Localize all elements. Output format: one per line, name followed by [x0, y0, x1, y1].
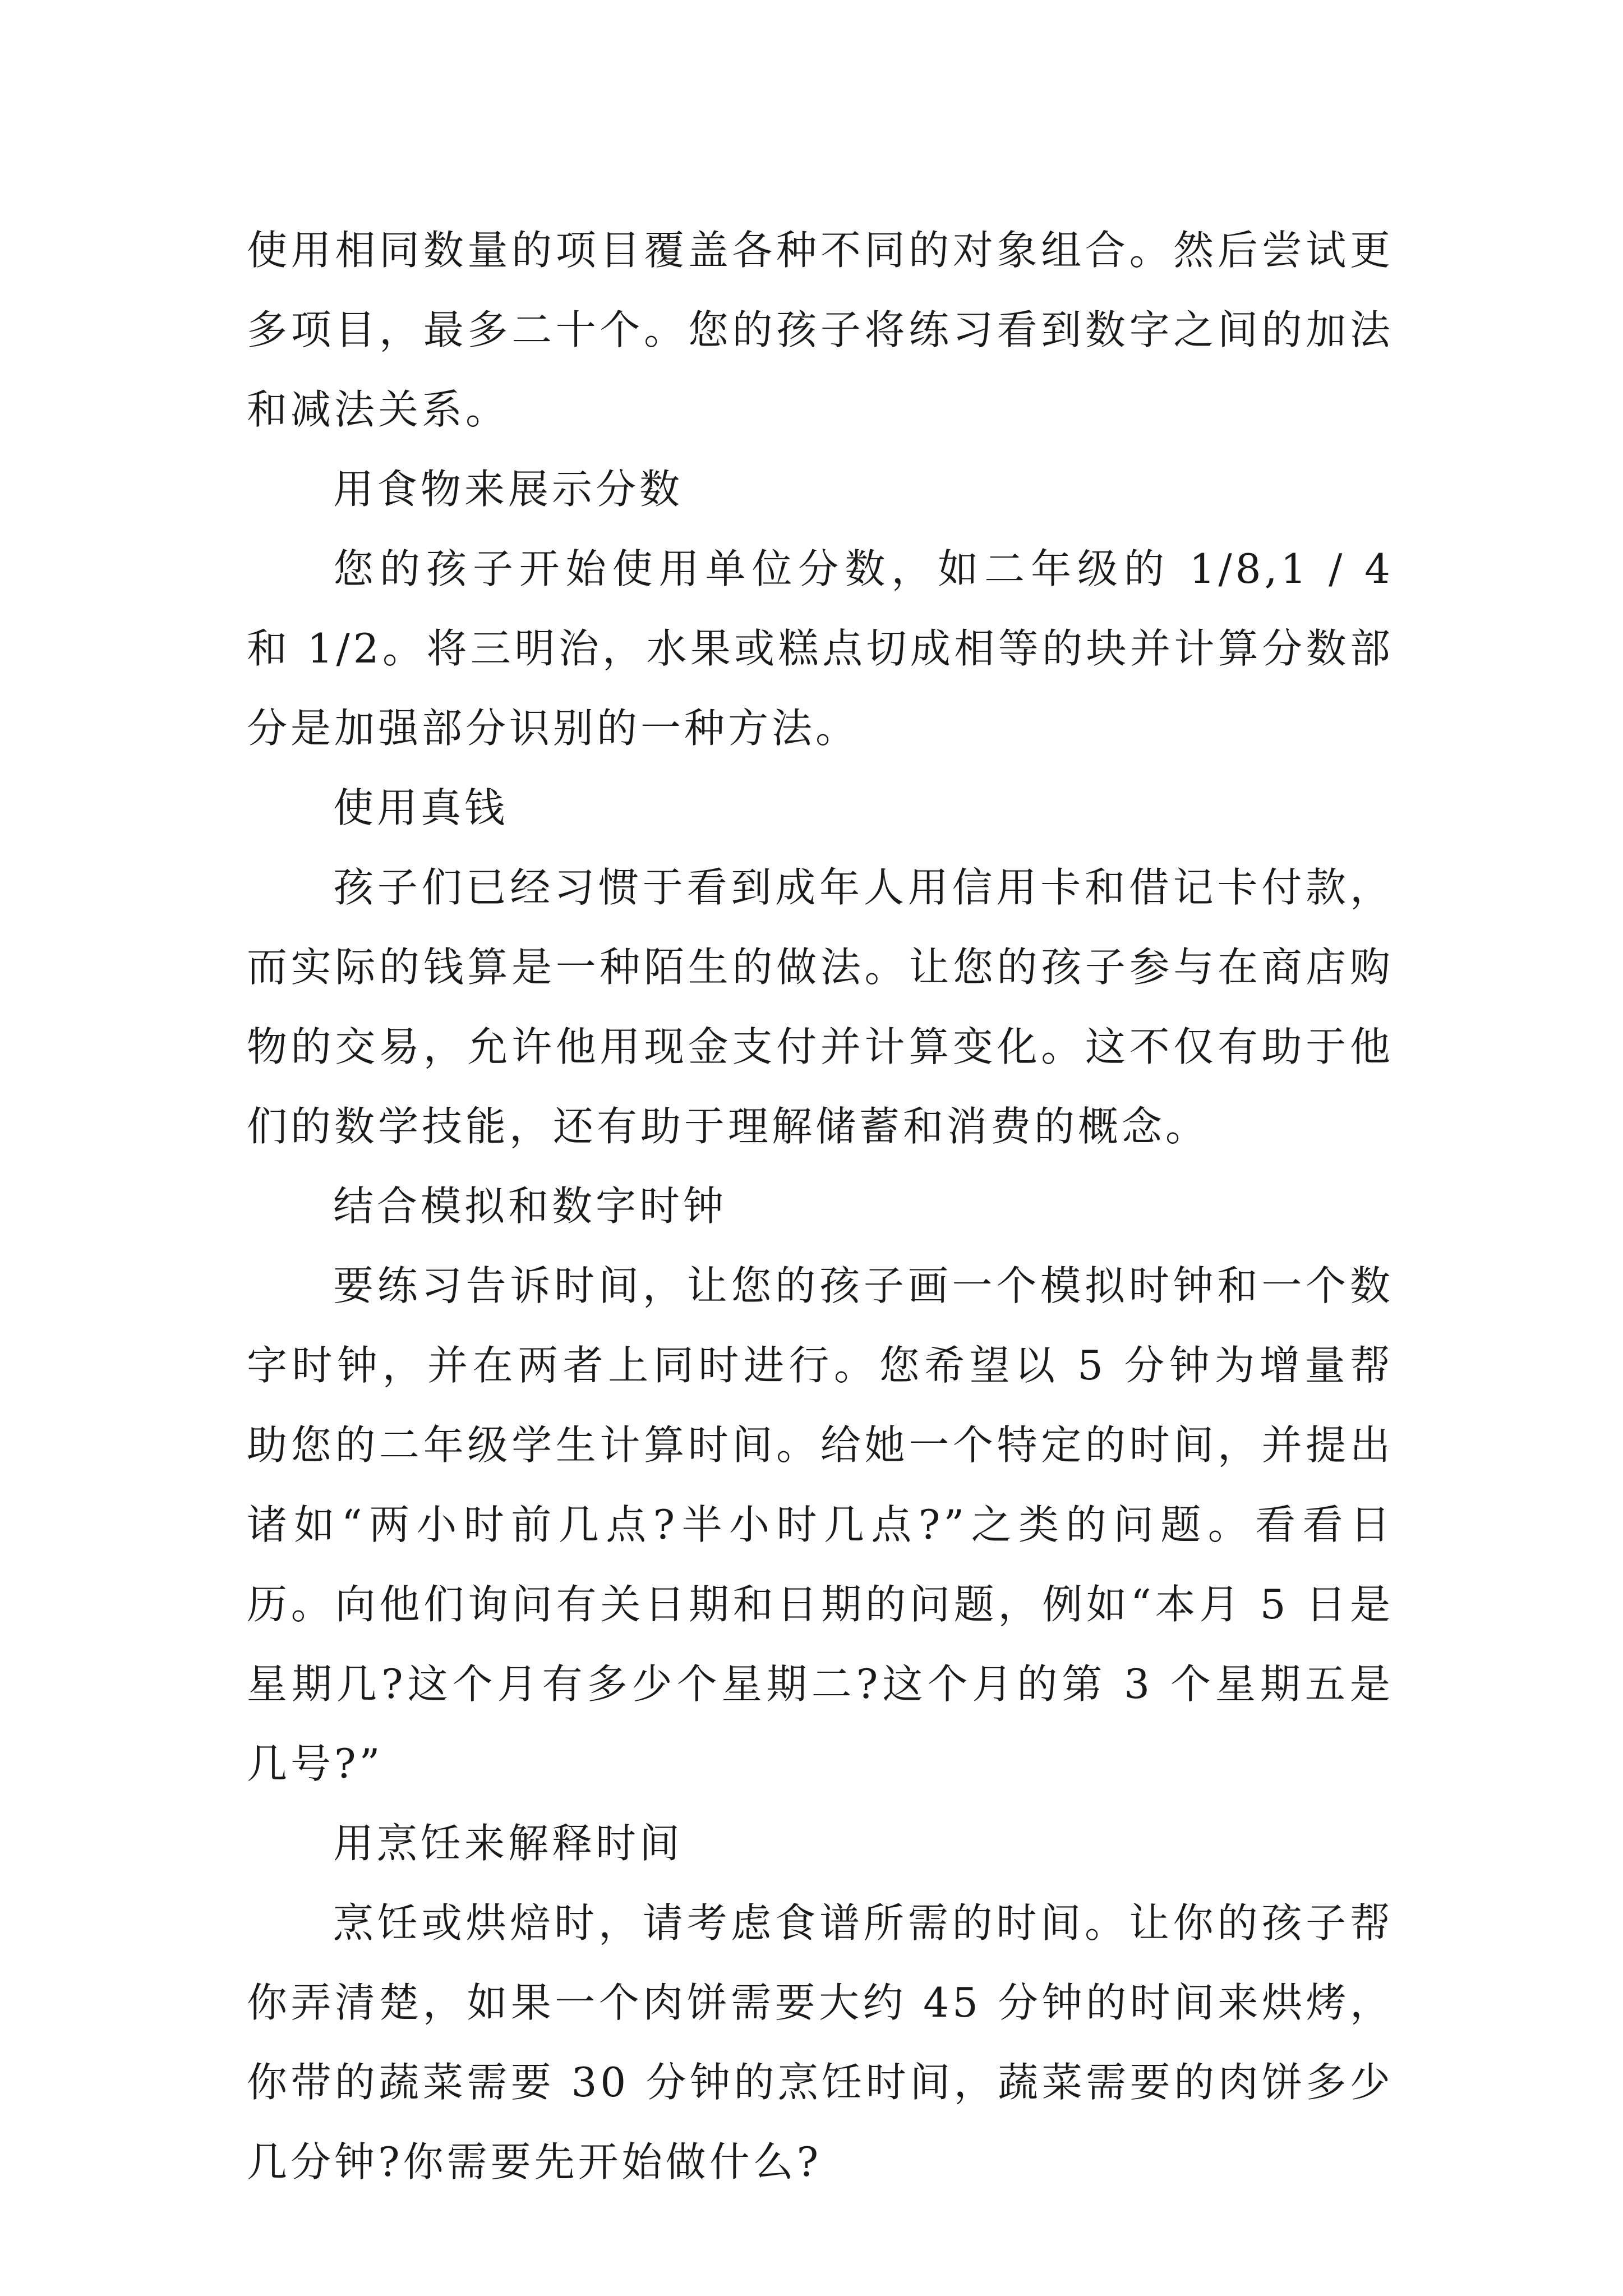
document-body	[247, 210, 1394, 2202]
paragraph-real-money: 孩子们已经习惯于看到成年人用信用卡和借记卡付款，而实际的钱算是一种陌生的做法。让您的孩子参与在商店购物的交易，允许他用现金支付并计算变化。这不仅有助于他们的数学技能，还有助于理解储蓄和消费的概念。	[247, 864, 1394, 1150]
section-heading-cooking-time: 用烹饪来解释时间	[333, 1820, 684, 1867]
paragraph-clocks: 要练习告诉时间，让您的孩子画一个模拟时钟和一个数字时钟，并在两者上同时进行。您希望以 5 分钟为增量帮助您的二年级学生计算时间。给她一个特定的时间，并提出诸如“两小时前几点?半小时几点?”之类的问题。看看日历。向他们询问有关日期和日期的问题，例如“本月 5 日是星期几?这个月有多少个星期二?这个月的第 3 个星期五是几号?”	[247, 1262, 1394, 1787]
paragraph-fractions: 您的孩子开始使用单位分数，如二年级的 1/8,1 / 4 和 1/2。将三明治，水果或糕点切成相等的块并计算分数部分是加强部分识别的一种方法。	[247, 545, 1394, 752]
section-heading-clocks: 结合模拟和数字时钟	[333, 1182, 727, 1230]
section-heading-fractions: 用食物来展示分数	[333, 466, 684, 513]
paragraph-cooking-time: 烹饪或烘焙时，请考虑食谱所需的时间。让你的孩子帮你弄清楚，如果一个肉饼需要大约 45 分钟的时间来烘烤，你带的蔬菜需要 30 分钟的烹饪时间，蔬菜需要的肉饼多少几分钟?你需要先开始做什么?	[247, 1899, 1394, 2185]
section-heading-real-money: 使用真钱	[333, 784, 509, 831]
paragraph-continuation: 使用相同数量的项目覆盖各种不同的对象组合。然后尝试更多项目，最多二十个。您的孩子将练习看到数字之间的加法和减法关系。	[247, 227, 1394, 433]
